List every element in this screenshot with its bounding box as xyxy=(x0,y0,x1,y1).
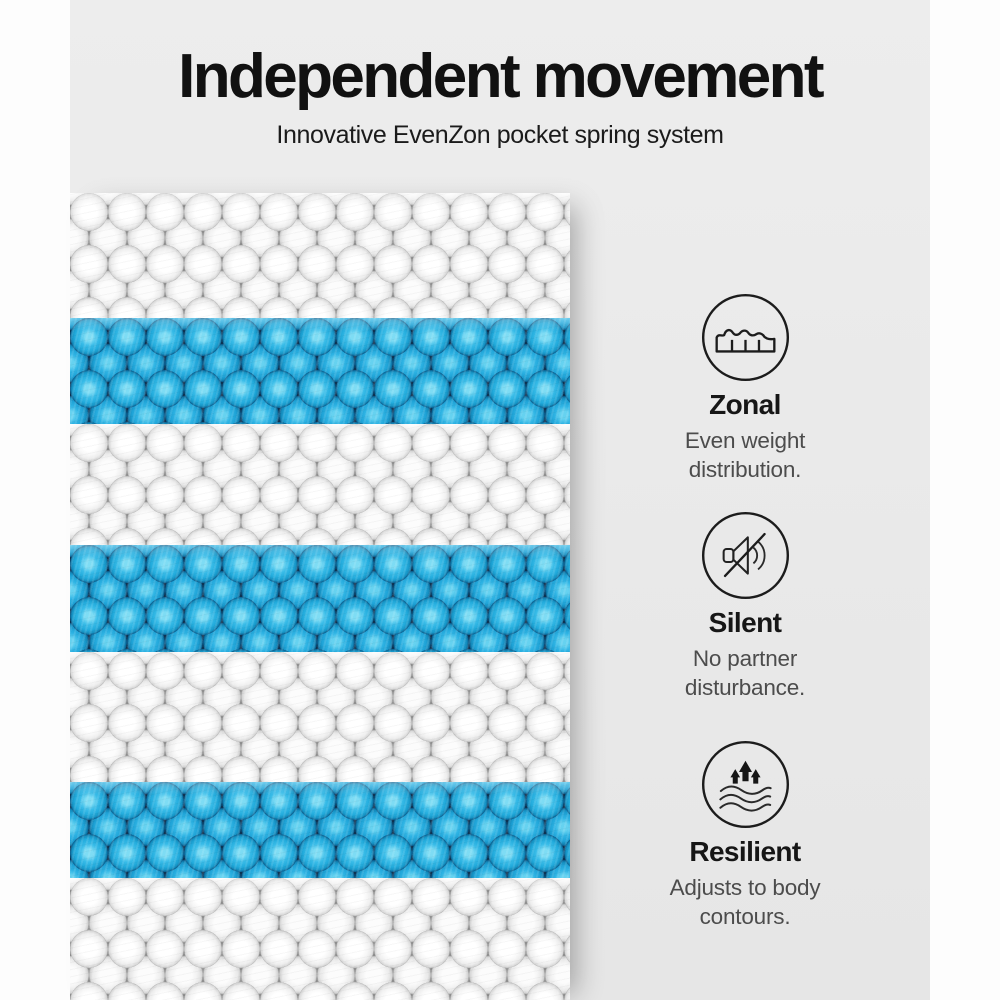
header xyxy=(70,44,930,150)
spring-stripe-blue xyxy=(70,318,570,424)
zonal-mattress-zones-icon xyxy=(612,291,878,384)
page-subtitle: Innovative EvenZon pocket spring system xyxy=(276,121,724,150)
resilience-arrows-waves-icon xyxy=(612,738,878,831)
feature-description: Even weight distribution. xyxy=(684,428,806,483)
feature-resilient xyxy=(612,738,878,932)
spring-stripe-white xyxy=(70,193,570,318)
feature-title: Resilient xyxy=(689,836,801,867)
spring-stripe-blue xyxy=(70,782,570,878)
page-title: Independent movement xyxy=(178,42,822,111)
feature-silent xyxy=(612,509,878,703)
spring-stripe-white xyxy=(70,424,570,545)
spring-stripe-white xyxy=(70,652,570,782)
muted-speaker-icon xyxy=(612,509,878,602)
feature-description: Adjusts to body contours. xyxy=(669,875,821,930)
right-white-strip xyxy=(930,0,1000,1000)
feature-zonal xyxy=(612,291,878,485)
spring-stripe-blue xyxy=(70,545,570,652)
feature-title: Silent xyxy=(708,607,782,638)
left-white-strip xyxy=(0,0,70,1000)
feature-title: Zonal xyxy=(709,389,781,420)
feature-description: No partner disturbance. xyxy=(684,646,806,701)
pocket-spring-photo xyxy=(70,193,570,1000)
spring-stripe-white xyxy=(70,878,570,1000)
